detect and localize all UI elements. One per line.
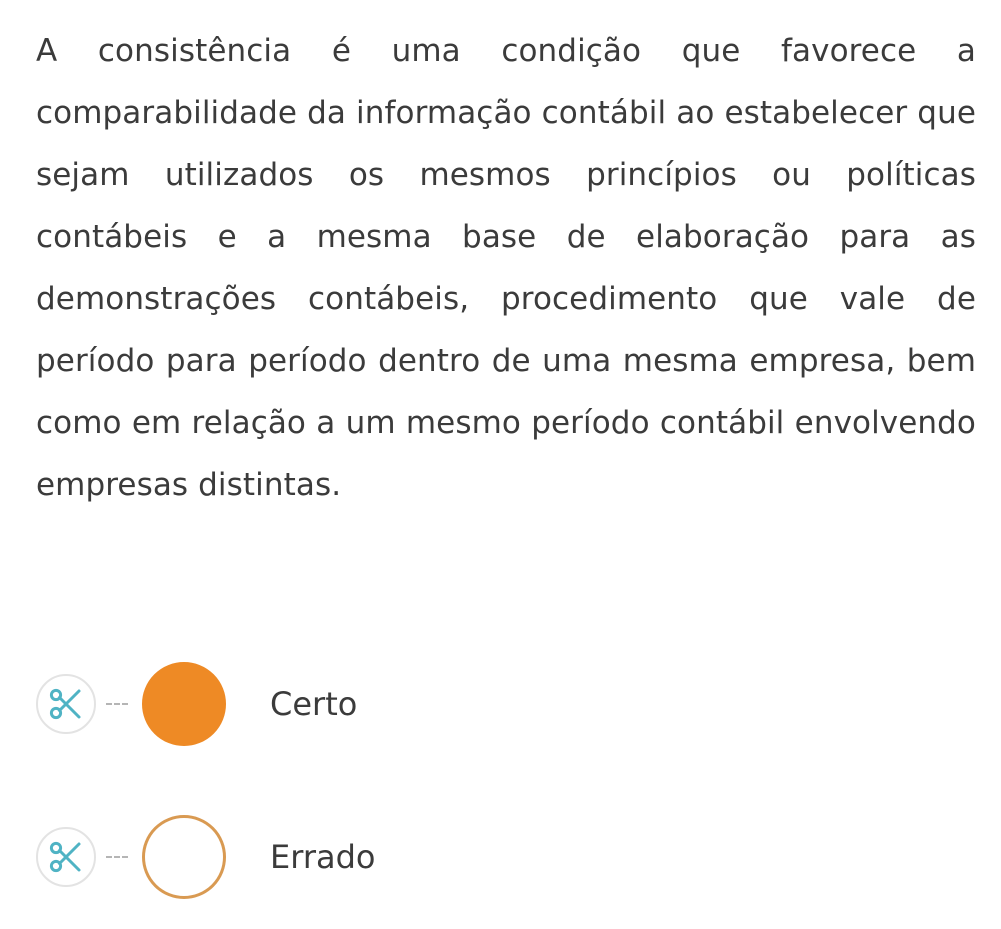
option-errado[interactable] bbox=[36, 814, 736, 900]
strike-option-button[interactable] bbox=[36, 674, 96, 734]
option-certo[interactable] bbox=[36, 661, 736, 747]
radio-unselected[interactable] bbox=[142, 815, 226, 899]
scissors-icon bbox=[49, 687, 83, 721]
scissors-icon bbox=[49, 840, 83, 874]
question-text: A consistência é uma condição que favorece a comparabilidade da informação contábil ao estabelecer que sejam utilizados os mesmos princípios ou políticas contábeis e a mesma base de elaboração para as demonstrações contábeis, procedimento que vale de período para período dentro de uma mesma empresa, bem como em relação a um mesmo período contábil envolvendo empresas distintas. bbox=[36, 33, 976, 503]
radio-selected[interactable] bbox=[142, 662, 226, 746]
dashed-connector bbox=[106, 703, 128, 705]
strike-option-button[interactable] bbox=[36, 827, 96, 887]
option-label: Errado bbox=[270, 838, 376, 876]
dashed-connector bbox=[106, 856, 128, 858]
option-label: Certo bbox=[270, 685, 358, 723]
